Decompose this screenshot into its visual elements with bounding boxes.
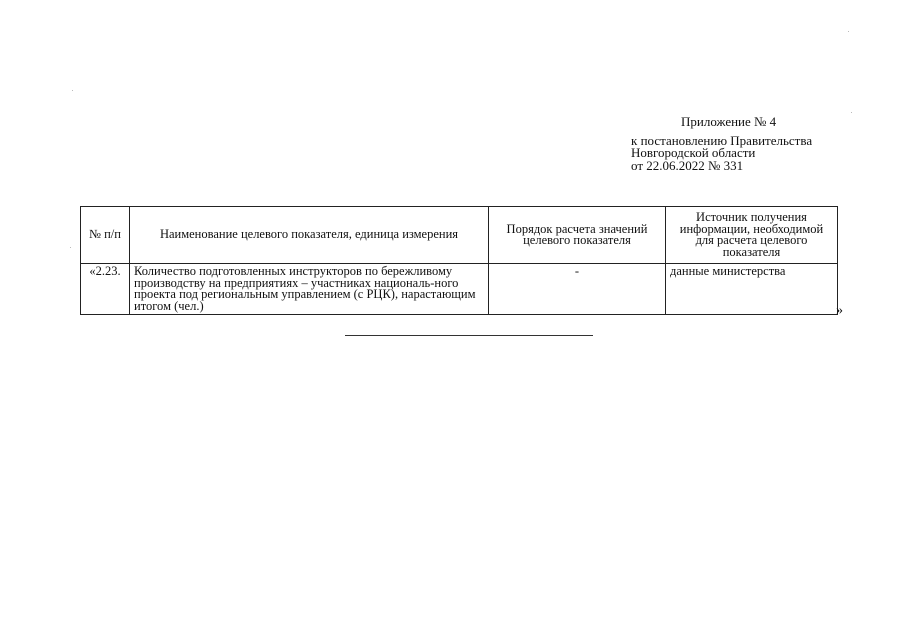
header-calc: Порядок расчета значений целевого показателя [489,207,666,264]
scan-speck [72,90,73,91]
header-source: Источник получения информации, необходимой для расчета целевого показателя [666,207,838,264]
appendix-line-region: Новгородской области [631,145,756,160]
appendix-title: Приложение № 4 [681,114,777,129]
footer-separator-line [345,335,593,336]
scan-speck [851,112,852,113]
row-source: данные министерства [666,264,838,315]
row-calc: - [489,264,666,315]
table-header-row [81,207,838,264]
scan-speck [70,247,71,248]
appendix-header [631,116,861,172]
header-num: № п/п [81,207,130,264]
appendix-line-resolution: к постановлению Правительства [631,132,813,148]
appendix-line-date: от 22.06.2022 № 331 [631,157,744,173]
indicators-table [80,206,838,315]
row-num: «2.23. [81,264,130,315]
table-row [81,264,838,315]
row-name: Количество подготовленных инструкторов по бережливому производству на предприятиях – участниках националь-ного проекта под региональным управлением (с РЦК), нарастающим итогом (чел.) [130,264,489,315]
closing-quote: » [836,303,843,318]
header-name: Наименование целевого показателя, единица измерения [130,207,489,264]
scan-speck [848,31,849,32]
